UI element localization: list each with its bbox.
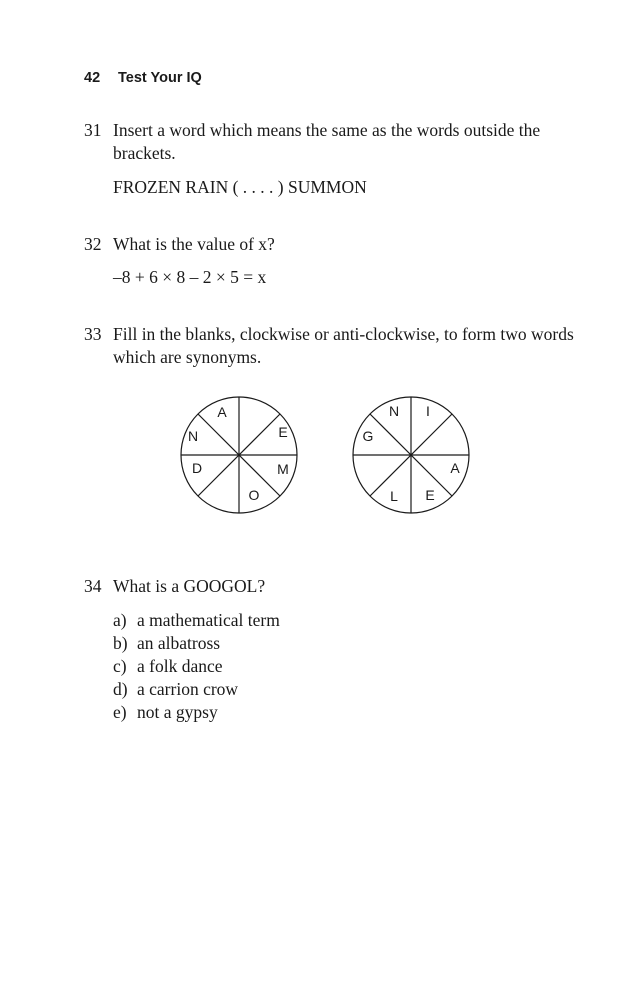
wheel-letter: O xyxy=(248,487,260,503)
answer-option: e) not a gypsy xyxy=(113,702,218,722)
wheel-1 xyxy=(181,397,297,513)
question-text: What is a GOOGOL? xyxy=(113,576,266,596)
wheel-letter: E xyxy=(278,424,288,440)
wheel-letter: A xyxy=(450,460,460,476)
question-text: Fill in the blanks, clockwise or anti-clockwise, to form two words which are synonyms. xyxy=(113,324,574,367)
question-number: 31 xyxy=(84,120,102,140)
answer-option: b) an albatross xyxy=(113,633,221,653)
question-text: What is the value of x? xyxy=(113,234,275,254)
wheel-letter: A xyxy=(217,404,227,420)
wheel-letter: E xyxy=(425,487,435,503)
wheel-letter: I xyxy=(426,403,430,419)
question-text: Insert a word which means the same as the words outside the brackets. xyxy=(113,120,541,163)
equation: –8 + 6 × 8 – 2 × 5 = x xyxy=(113,267,267,287)
wheel-letter: N xyxy=(187,428,199,444)
question-number: 34 xyxy=(84,576,102,596)
wheel-letter: D xyxy=(191,460,203,476)
wheel-2 xyxy=(353,397,469,513)
answer-option: d) a carrion crow xyxy=(113,679,239,699)
question-number: 32 xyxy=(84,234,102,254)
book-title: Test Your IQ xyxy=(118,70,202,86)
answer-option: c) a folk dance xyxy=(113,656,223,676)
wheel-letter: N xyxy=(388,403,400,419)
page-number: 42 xyxy=(84,70,101,86)
wheel-letter: G xyxy=(362,428,374,444)
wheel-letter: M xyxy=(277,461,289,477)
wheel-letter: L xyxy=(390,488,398,504)
bracket-puzzle: FROZEN RAIN ( . . . . ) SUMMON xyxy=(113,177,367,197)
question-number: 33 xyxy=(84,324,102,344)
answer-option: a) a mathematical term xyxy=(113,610,280,630)
